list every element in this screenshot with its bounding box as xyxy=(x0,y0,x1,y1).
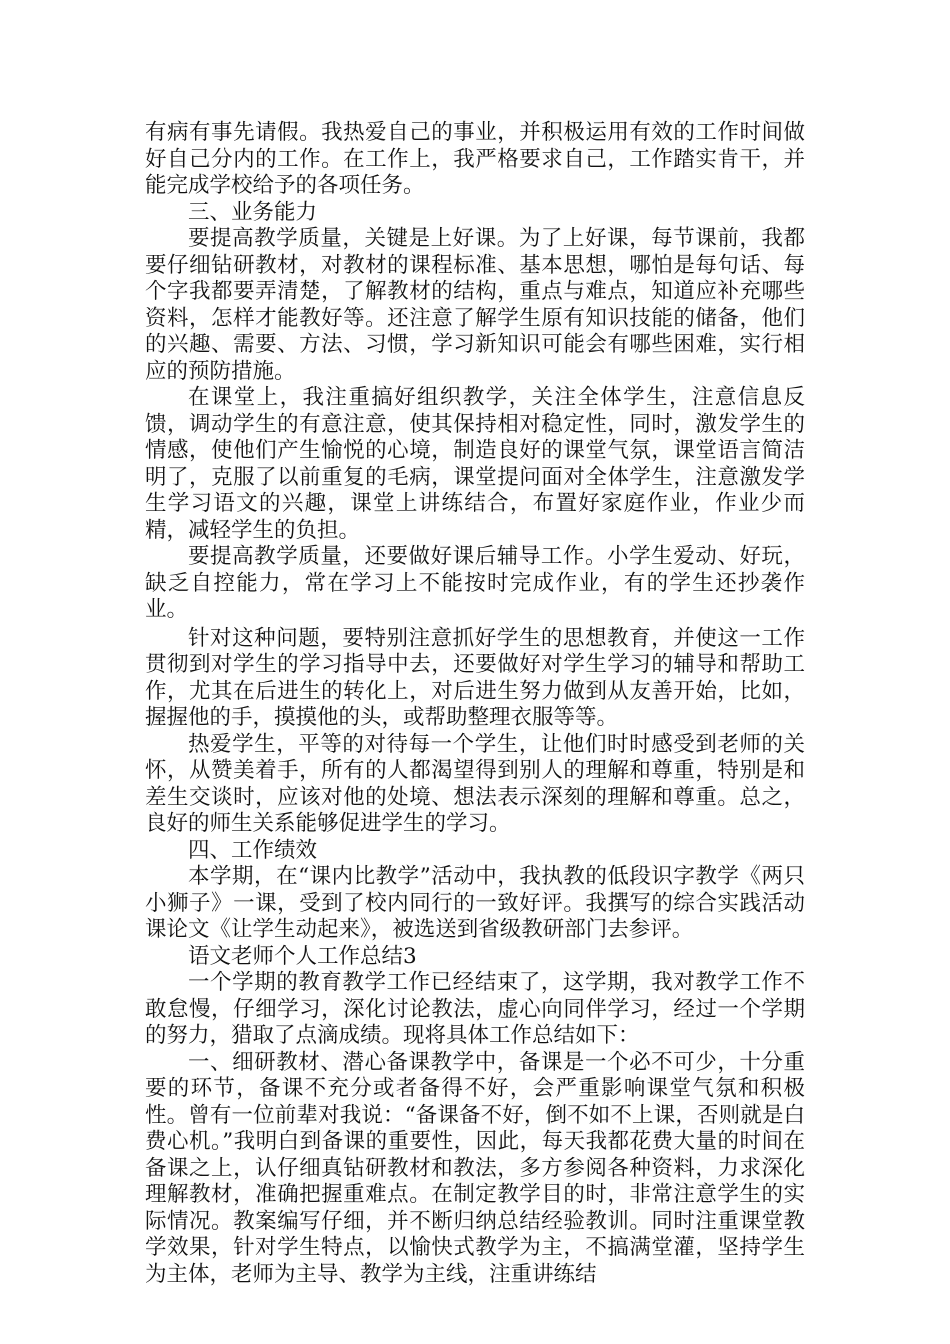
paragraph-8: 一个学期的教育教学工作已经结束了，这学期，我对教学工作不敢怠慢，仔细学习，深化讨论教法，虚心向同伴学习，经过一个学期的努力，猎取了点滴成绩。现将具体工作总结如下： xyxy=(145,970,805,1048)
summary-heading: 语文老师个人工作总结3 xyxy=(188,943,417,969)
paragraph-9: 一、细研教材、潜心备课教学中，备课是一个必不可少，十分重要的环节，备课不充分或者备得不好，会严重影响课堂气氛和积极性。曾有一位前辈对我说：“备课备不好，倒不如不上课，否则就是白费心机。”我明白到备课的重要性，因此，每天我都花费大量的时间在备课之上，认仔细真钻研教材和教法，多方参阅各种资料，力求深化理解教材，准确把握重难点。在制定教学目的时，非常注意学生的实际情况。教案编写仔细，并不断归纳总结经验教训。同时注重课堂教学效果，针对学生特点，以愉快式教学为主，不搞满堂灌，坚持学生为主体，老师为主导、教学为主线，注重讲练结 xyxy=(145,1049,805,1287)
document-page xyxy=(145,120,805,1288)
paragraph-6: 热爱学生，平等的对待每一个学生，让他们时时感受到老师的关怀，从赞美着手，所有的人都渴望得到别人的理解和尊重，特别是和差生交谈时，应该对他的处境、想法表示深刻的理解和尊重。总之，良好的师生关系能够促进学生的学习。 xyxy=(145,731,805,836)
section-heading-4: 四、工作绩效 xyxy=(188,837,318,863)
paragraph-7: 本学期，在“课内比教学”活动中，我执教的低段识字教学《两只小狮子》一课，受到了校内同行的一致好评。我撰写的综合实践活动课论文《让学生动起来》，被选送到省级教研部门去参评。 xyxy=(145,864,805,942)
paragraph-4: 要提高教学质量，还要做好课后辅导工作。小学生爱动、好玩，缺乏自控能力，常在学习上不能按时完成作业，有的学生还抄袭作业。 xyxy=(145,544,805,622)
paragraph-5: 针对这种问题，要特别注意抓好学生的思想教育，并使这一工作贯彻到对学生的学习指导中去，还要做好对学生学习的辅导和帮助工作，尤其在后进生的转化上，对后进生努力做到从友善开始，比如，握握他的手，摸摸他的头，或帮助整理衣服等等。 xyxy=(145,625,805,730)
paragraph-1: 有病有事先请假。我热爱自己的事业，并积极运用有效的工作时间做好自己分内的工作。在工作上，我严格要求自己，工作踏实肯干，并能完成学校给予的各项任务。 xyxy=(145,120,805,198)
paragraph-3: 在课堂上，我注重搞好组织教学，关注全体学生，注意信息反馈，调动学生的有意注意，使其保持相对稳定性，同时，激发学生的情感，使他们产生愉悦的心境，制造良好的课堂气氛，课堂语言简洁明了，克服了以前重复的毛病，课堂提问面对全体学生，注意激发学生学习语文的兴趣，课堂上讲练结合，布置好家庭作业，作业少而精，减轻学生的负担。 xyxy=(145,385,805,543)
section-heading-3: 三、业务能力 xyxy=(188,199,318,225)
paragraph-2: 要提高教学质量，关键是上好课。为了上好课，每节课前，我都要仔细钻研教材，对教材的课程标准、基本思想，哪怕是每句话、每个字我都要弄清楚，了解教材的结构，重点与难点，知道应补充哪些资料，怎样才能教好等。还注意了解学生原有知识技能的储备，他们的兴趣、需要、方法、习惯，学习新知识可能会有哪些困难，实行相应的预防措施。 xyxy=(145,226,805,384)
